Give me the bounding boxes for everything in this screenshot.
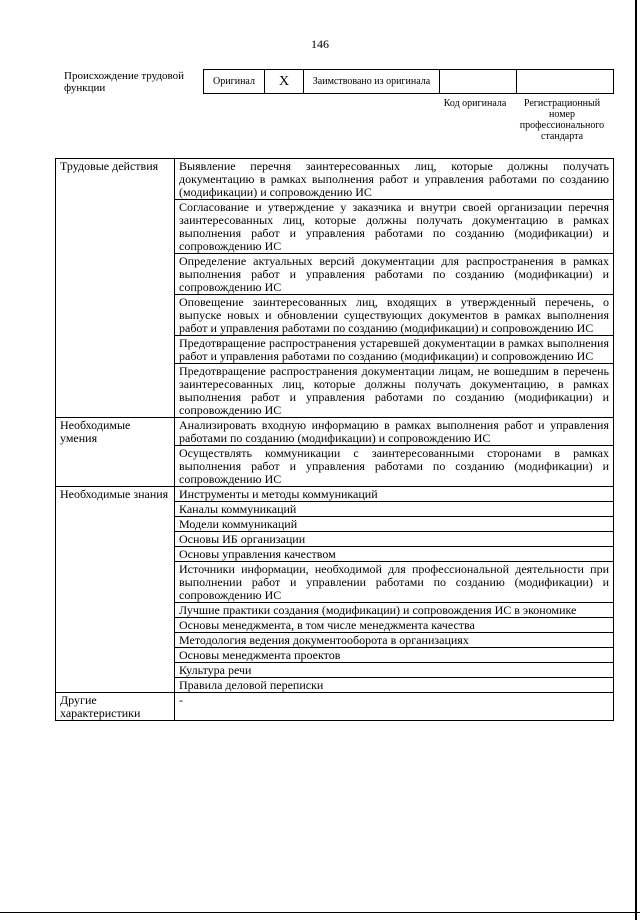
section-item: Выявление перечня заинтересованных лиц, которые должны получать документацию в рамках выполнения работ и управления работами по созданию (модификации) и сопровождению ИС — [175, 159, 614, 200]
code-cell — [440, 70, 517, 94]
section-item: Каналы коммуникаций — [175, 502, 614, 517]
section-label: Необходимые умения — [56, 418, 175, 487]
section-item: Основы управления качеством — [175, 547, 614, 562]
section-label: Необходимые знания — [56, 487, 175, 693]
original-cell: Оригинал — [204, 70, 265, 94]
scan-edge-bottom — [0, 912, 640, 913]
reg-number-label: Регистрационный номер профессионального стандарта — [519, 98, 605, 142]
scan-edge — [635, 0, 637, 920]
section-item: Предотвращение распространения устаревшей документации в рамках выполнения работ и управления работами по созданию (модификации) и сопровождению ИС — [175, 336, 614, 364]
section-item: Методология ведения документооборота в организациях — [175, 633, 614, 648]
section-item: Определение актуальных версий документации для распространения в рамках выполнения работ и управления работами по созданию (модификации) и сопровождению ИС — [175, 254, 614, 295]
table-row — [56, 693, 614, 721]
origin-table — [203, 69, 614, 94]
section-item: Оповещение заинтересованных лиц, входящих в утвержденный перечень, о выпуске новых и обновлении существующих документов в рамках выполнения работ и управления работами по созданию (модификации) и сопровождению ИС — [175, 295, 614, 336]
section-label: Трудовые действия — [56, 159, 175, 418]
section-item: Согласование и утверждение у заказчика и внутри своей организации перечня заинтересованных лиц, которые должны получать документацию в рамках выполнения работ и управления работами по созданию (модификации) и сопровождению ИС — [175, 200, 614, 254]
section-item: Модели коммуникаций — [175, 517, 614, 532]
section-item: Культура речи — [175, 663, 614, 678]
table-row — [56, 418, 614, 446]
table-row — [56, 159, 614, 200]
code-label: Код оригинала — [443, 98, 507, 109]
function-table — [55, 158, 614, 721]
section-item: Основы менеджмента проектов — [175, 648, 614, 663]
section-item: Осуществлять коммуникации с заинтересованными сторонами в рамках выполнения работ и управления работами по созданию (модификации) и сопровождению ИС — [175, 446, 614, 487]
original-mark: X — [265, 70, 304, 94]
section-item: - — [175, 693, 614, 721]
borrowed-cell: Заимствовано из оригинала — [304, 70, 440, 94]
section-item: Основы ИБ организации — [175, 532, 614, 547]
section-item: Основы менеджмента, в том числе менеджмента качества — [175, 618, 614, 633]
section-label: Другие характеристики — [56, 693, 175, 721]
section-item: Предотвращение распространения документации лицам, не вошедшим в перечень заинтересованных лиц, которые должны получать документацию, в рамках выполнения работ и управления работами по созданию (модификации) и сопровождению ИС — [175, 364, 614, 418]
section-item: Анализировать входную информацию в рамках выполнения работ и управления работами по созданию (модификации) и сопровождению ИС — [175, 418, 614, 446]
section-item: Правила деловой переписки — [175, 678, 614, 693]
page-number: 146 — [311, 37, 329, 51]
origin-label: Происхождение трудовой функции — [64, 70, 185, 94]
table-row — [56, 487, 614, 502]
section-item: Источники информации, необходимой для профессиональной деятельности при выполнении работ и управлении работами по созданию (модификации) и сопровождению ИС — [175, 562, 614, 603]
section-item: Инструменты и методы коммуникаций — [175, 487, 614, 502]
reg-number-cell — [517, 70, 614, 94]
section-item: Лучшие практики создания (модификации) и сопровождения ИС в экономике — [175, 603, 614, 618]
